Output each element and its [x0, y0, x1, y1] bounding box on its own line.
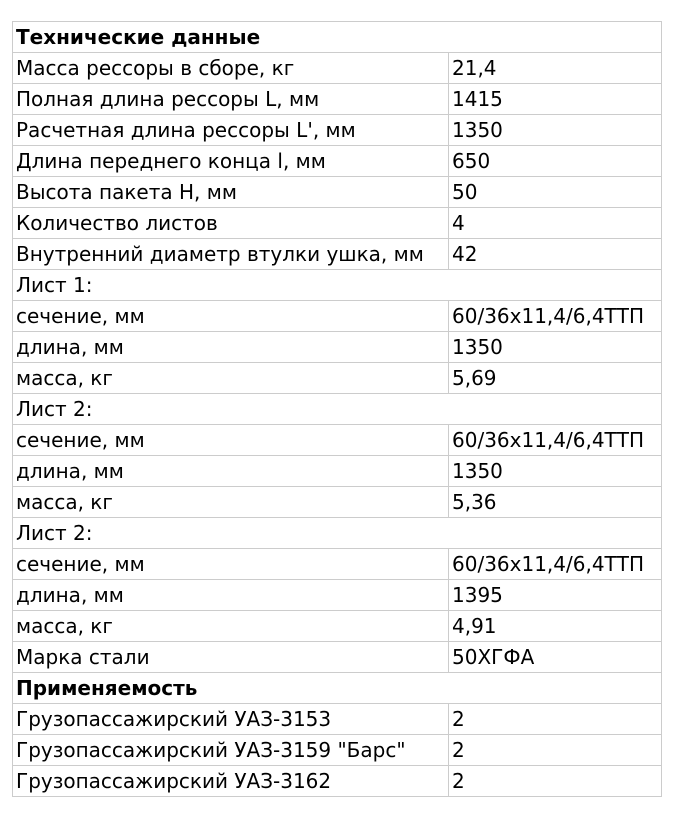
usage-count: 2: [449, 766, 662, 797]
table-row: [13, 177, 662, 208]
usage-vehicle: Грузопассажирский УАЗ-3153: [13, 704, 449, 735]
table-row: [13, 146, 662, 177]
table-row: [13, 53, 662, 84]
table-row: [13, 363, 662, 394]
leaf-section-label: сечение, мм: [13, 549, 449, 580]
leaf-mass-label: масса, кг: [13, 363, 449, 394]
usage-count: 2: [449, 704, 662, 735]
table-row: [13, 580, 662, 611]
table-row: [13, 766, 662, 797]
table-row: [13, 239, 662, 270]
table-row: [13, 642, 662, 673]
leaf-title: Лист 2:: [13, 518, 662, 549]
leaf-section-label: сечение, мм: [13, 301, 449, 332]
leaf-mass-label: масса, кг: [13, 487, 449, 518]
row-value: 1350: [449, 115, 662, 146]
row-value: 21,4: [449, 53, 662, 84]
row-label: Расчетная длина рессоры L', мм: [13, 115, 449, 146]
leaf-length-value: 1350: [449, 456, 662, 487]
row-label: Марка стали: [13, 642, 449, 673]
row-value: 50: [449, 177, 662, 208]
table-row: [13, 332, 662, 363]
table-row: [13, 549, 662, 580]
leaf-section-value: 60/36x11,4/6,4ТТП: [449, 549, 662, 580]
leaf-length-value: 1350: [449, 332, 662, 363]
row-label: Масса рессоры в сборе, кг: [13, 53, 449, 84]
table-row: [13, 611, 662, 642]
row-label: Длина переднего конца l, мм: [13, 146, 449, 177]
table-row: [13, 735, 662, 766]
leaf-mass-value: 5,69: [449, 363, 662, 394]
table-row: [13, 425, 662, 456]
row-value: 42: [449, 239, 662, 270]
leaf-length-label: длина, мм: [13, 456, 449, 487]
row-label: Количество листов: [13, 208, 449, 239]
section-tech-title: Технические данные: [13, 22, 662, 53]
table-row: [13, 115, 662, 146]
leaf-length-label: длина, мм: [13, 332, 449, 363]
table-row: [13, 704, 662, 735]
leaf-length-value: 1395: [449, 580, 662, 611]
leaf-header-row: [13, 394, 662, 425]
row-label: Внутренний диаметр втулки ушка, мм: [13, 239, 449, 270]
table-row: [13, 208, 662, 239]
row-value: 4: [449, 208, 662, 239]
leaf-length-label: длина, мм: [13, 580, 449, 611]
leaf-section-label: сечение, мм: [13, 425, 449, 456]
row-label: Высота пакета H, мм: [13, 177, 449, 208]
section-header-row: [13, 673, 662, 704]
row-value: 1415: [449, 84, 662, 115]
spring-specs-table: [12, 21, 662, 797]
leaf-title: Лист 1:: [13, 270, 662, 301]
leaf-section-value: 60/36x11,4/6,4ТТП: [449, 301, 662, 332]
leaf-mass-value: 4,91: [449, 611, 662, 642]
table-row: [13, 456, 662, 487]
section-usage-title: Применяемость: [13, 673, 662, 704]
leaf-title: Лист 2:: [13, 394, 662, 425]
leaf-header-row: [13, 518, 662, 549]
section-header-row: [13, 22, 662, 53]
table-row: [13, 487, 662, 518]
leaf-mass-label: масса, кг: [13, 611, 449, 642]
usage-count: 2: [449, 735, 662, 766]
row-label: Полная длина рессоры L, мм: [13, 84, 449, 115]
table-row: [13, 301, 662, 332]
usage-vehicle: Грузопассажирский УАЗ-3162: [13, 766, 449, 797]
usage-vehicle: Грузопассажирский УАЗ-3159 "Барс": [13, 735, 449, 766]
table-row: [13, 84, 662, 115]
row-value: 50ХГФА: [449, 642, 662, 673]
leaf-header-row: [13, 270, 662, 301]
row-value: 650: [449, 146, 662, 177]
leaf-mass-value: 5,36: [449, 487, 662, 518]
leaf-section-value: 60/36x11,4/6,4ТТП: [449, 425, 662, 456]
